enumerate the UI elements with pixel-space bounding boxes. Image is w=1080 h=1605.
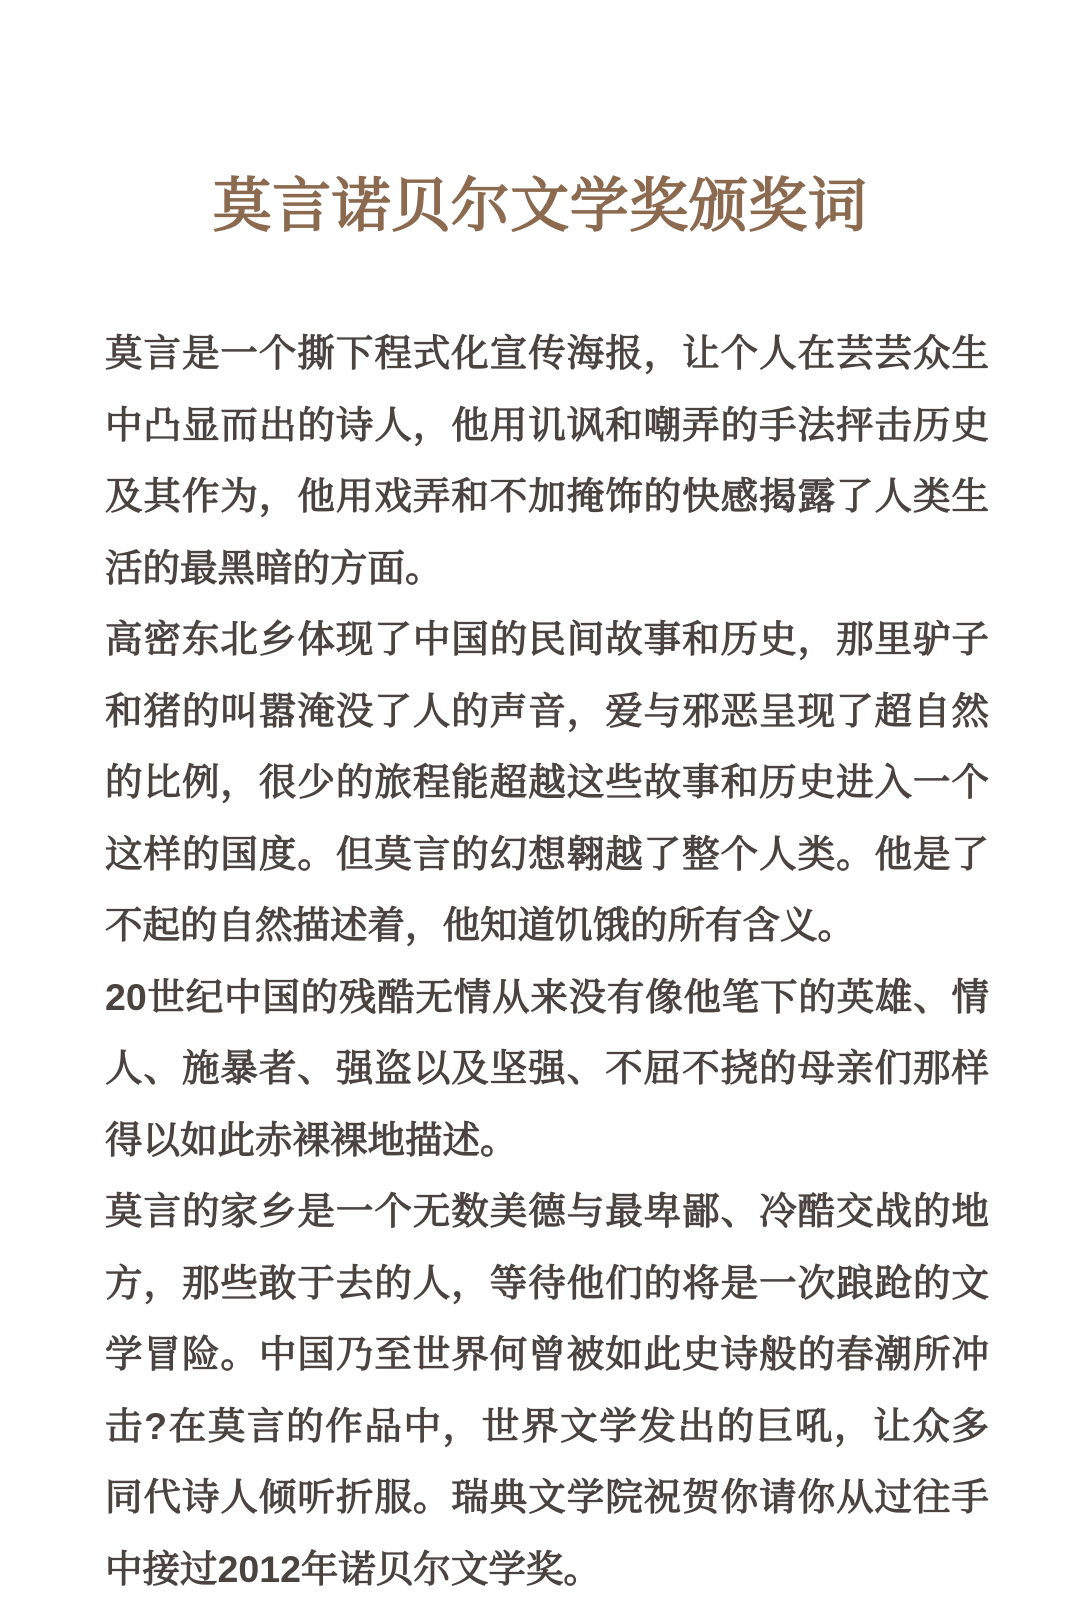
paragraph-2: 高密东北乡体现了中国的民间故事和历史，那里驴子和猪的叫嚣淹没了人的声音，爱与邪恶呈现了超自然的比例，很少的旅程能超越这些故事和历史进入一个这样的国度。但莫言的幻想翱越了整个人类。他是了不起的自然描述着，他知道饥饿的所有含义。 — [105, 618, 989, 946]
paragraph-3: 20世纪中国的残酷无情从来没有像他笔下的英雄、情人、施暴者、强盗以及坚强、不屈不挠的母亲们那样得以如此赤裸裸地描述。 — [105, 975, 989, 1161]
document-body — [105, 318, 989, 1605]
page-title: 莫言诺贝尔文学奖颁奖词 — [212, 172, 868, 239]
paragraph-4: 莫言的家乡是一个无数美德与最卑鄙、冷酷交战的地方，那些敢于去的人，等待他们的将是一次踉跄的文学冒险。中国乃至世界何曾被如此史诗般的春潮所冲击?在莫言的作品中，世界文学发出的巨吼，让众多同代诗人倾听折服。瑞典文学院祝贺你请你从过往手中接过2012年诺贝尔文学奖。 — [105, 1190, 989, 1590]
paragraph-1: 莫言是一个撕下程式化宣传海报，让个人在芸芸众生中凸显而出的诗人，他用讥讽和嘲弄的手法抨击历史及其作为，他用戏弄和不加掩饰的快感揭露了人类生活的最黑暗的方面。 — [105, 332, 989, 589]
